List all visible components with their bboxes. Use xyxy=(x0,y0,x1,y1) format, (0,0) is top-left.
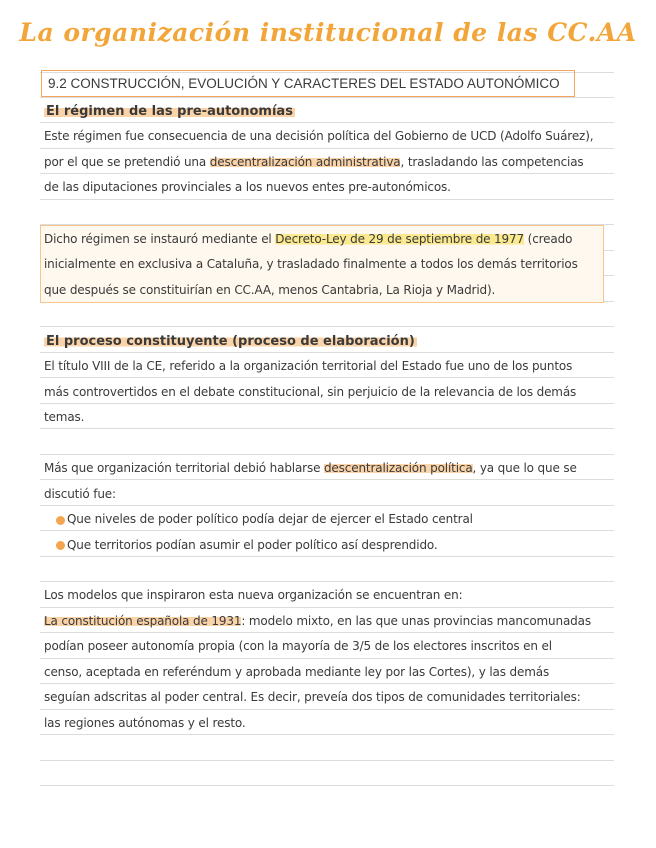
paragraph-line: las regiones autónomas y el resto. xyxy=(44,716,246,730)
paragraph-line: Los modelos que inspiraron esta nueva organización se encuentran en: xyxy=(44,588,463,602)
rule-line xyxy=(40,199,614,200)
paragraph-line: Este régimen fue consecuencia de una decisión política del Gobierno de UCD (Adolfo Suárez), xyxy=(44,129,594,143)
rule-line xyxy=(40,607,614,608)
text-run: : modelo mixto, en las que unas provincias mancomunadas xyxy=(241,614,591,628)
rule-line xyxy=(40,122,614,123)
paragraph-line: El título VIII de la CE, referido a la organización territorial del Estado fue uno de los puntos xyxy=(44,359,573,373)
bullet-dot-icon xyxy=(56,516,65,525)
rule-line xyxy=(40,148,614,149)
rule-line xyxy=(40,326,614,327)
highlight-decreto-ley: Decreto-Ley de 29 de septiembre de 1977 xyxy=(275,232,524,246)
subheading-text: El proceso constituyente (proceso de elaboración) xyxy=(46,334,415,349)
rule-line xyxy=(40,709,614,710)
paragraph-line xyxy=(44,155,584,169)
rule-line xyxy=(40,683,614,684)
paragraph-line: censo, aceptada en referéndum y aprobada mediante ley por las Cortes), y las demás xyxy=(44,665,550,679)
paragraph-line: seguían adscritas al poder central. Es decir, preveía dos tipos de comunidades territoriales: xyxy=(44,690,581,704)
rule-line xyxy=(40,505,614,506)
page-title: La organización institucional de las CC.AA xyxy=(19,18,637,47)
bullet-item: Que niveles de poder político podía dejar de ejercer el Estado central xyxy=(67,512,473,526)
bullet-item: Que territorios podían asumir el poder político así desprendido. xyxy=(67,538,438,552)
rule-line xyxy=(40,556,614,557)
rule-line xyxy=(40,785,614,786)
rule-line xyxy=(40,428,614,429)
text-run: Más que organización territorial debió hablarse xyxy=(44,461,324,475)
highlight-descentralizacion-administrativa: descentralización administrativa xyxy=(209,155,401,169)
paragraph-line: discutió fue: xyxy=(44,487,116,501)
rule-line xyxy=(40,734,614,735)
rule-line xyxy=(40,352,614,353)
paragraph-line: de las diputaciones provinciales a los nuevos entes pre-autonómicos. xyxy=(44,180,451,194)
rule-line xyxy=(40,658,614,659)
paragraph-line: inicialmente en exclusiva a Cataluña, y trasladado finalmente a todos los demás territorios xyxy=(44,257,578,271)
rule-line xyxy=(40,479,614,480)
rule-line xyxy=(40,97,614,98)
rule-line xyxy=(40,173,614,174)
rule-line xyxy=(40,403,614,404)
text-run: , ya que lo que se xyxy=(472,461,577,475)
text-run: , trasladando las competencias xyxy=(400,155,584,169)
paragraph-line: temas. xyxy=(44,410,85,424)
section-heading: 9.2 CONSTRUCCIÓN, EVOLUCIÓN Y CARACTERES DEL ESTADO AUTONÓMICO xyxy=(48,76,560,91)
paragraph-line xyxy=(44,461,577,475)
highlight-constitucion-1931: La constitución española de 1931 xyxy=(44,614,242,628)
paragraph-line xyxy=(44,614,591,628)
text-run: por el que se pretendió una xyxy=(44,155,210,169)
subheading-preautonomias xyxy=(44,104,295,119)
rule-line xyxy=(40,454,614,455)
paragraph-line: más controvertidos en el debate constitucional, sin perjuicio de la relevancia de los demás xyxy=(44,385,577,399)
rule-line xyxy=(40,530,614,531)
subheading-proceso-constituyente xyxy=(44,334,417,349)
rule-line xyxy=(40,760,614,761)
text-run: (creado xyxy=(524,232,573,246)
paragraph-line xyxy=(44,232,572,246)
bullet-dot-icon xyxy=(56,541,65,550)
rule-line xyxy=(40,581,614,582)
subheading-text: El régimen de las pre-autonomías xyxy=(46,104,293,119)
highlight-descentralizacion-politica: descentralización política xyxy=(323,461,473,475)
paragraph-line: que después se constituirían en CC.AA, menos Cantabria, La Rioja y Madrid). xyxy=(44,283,496,297)
paragraph-line: podían poseer autonomía propia (con la mayoría de 3/5 de los electores inscritos en el xyxy=(44,639,552,653)
rule-line xyxy=(40,632,614,633)
text-run: Dicho régimen se instauró mediante el xyxy=(44,232,276,246)
rule-line xyxy=(40,377,614,378)
